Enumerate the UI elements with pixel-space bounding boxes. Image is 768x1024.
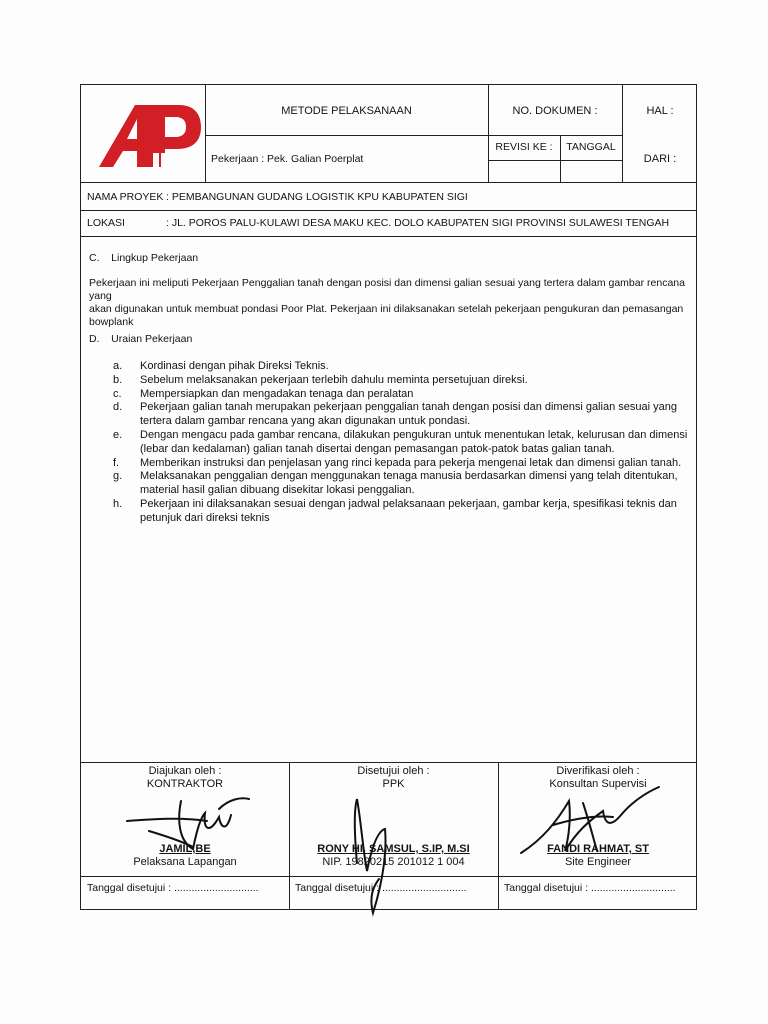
item-line: (lebar dan kedalaman) galian tanah disertai dengan pemasangan patok-patok batas galian tanah. — [140, 442, 615, 455]
ppk-name: RONY HI. SAMSUL, S.IP, M.SI — [317, 843, 470, 855]
section-c-heading: C. Lingkup Pekerjaan — [89, 252, 199, 264]
item-letter: h. — [113, 497, 123, 510]
item-line: petunjuk dari direksi teknis — [140, 511, 270, 524]
doc-number-label: NO. DOKUMEN : — [512, 105, 598, 117]
location-value: : JL. POROS PALU-KULAWI DESA MAKU KEC. DOLO KABUPATEN SIGI PROVINSI SULAWESI TENGAH — [166, 217, 670, 229]
company-logo — [95, 99, 201, 171]
approval-date-right: Tanggal disetujui : ............................. — [504, 882, 676, 894]
ppk-label: PPK — [382, 778, 405, 790]
supervisor-role: Site Engineer — [564, 856, 632, 868]
item-letter: c. — [113, 387, 122, 400]
task-list — [113, 360, 693, 526]
item-letter: f. — [113, 456, 120, 469]
ppk-nip: NIP. 19820215 201012 1 004 — [322, 856, 465, 868]
item-letter: a. — [113, 360, 123, 372]
paragraph-line: Pekerjaan ini meliputi Pekerjaan Penggalian tanah dengan posisi dan dimensi galian sesuai yang tertera dalam gambar rencana yang — [89, 277, 685, 302]
section-c-paragraph — [89, 277, 695, 329]
paragraph-line: bowplank — [89, 316, 134, 328]
item-line: Pekerjaan ini dilaksanakan sesuai dengan jadwal pelaksanaan pekerjaan, gambar kerja, spesifikasi teknis dan — [140, 497, 677, 510]
page-label: HAL : — [646, 105, 674, 117]
list-item — [113, 429, 693, 457]
item-line: Sebelum melaksanakan pekerjaan terlebih dahulu meminta persetujuan direksi. — [140, 373, 528, 386]
supervisor-label: Konsultan Supervisi — [549, 778, 647, 790]
item-line: material hasil galian dibuang disekitar lokasi penggalian. — [140, 484, 415, 497]
location-label: LOKASI — [87, 217, 125, 229]
list-item — [113, 374, 693, 388]
contractor-role: Pelaksana Lapangan — [133, 856, 237, 868]
of-label: DARI : — [643, 153, 677, 165]
contractor-name: JAMIL,BE — [159, 843, 211, 855]
approval-date-mid: Tanggal disetujui : ............................. — [295, 882, 467, 894]
list-item — [113, 388, 693, 402]
paragraph-line: akan digunakan untuk membuat pondasi Poor Plat. Pekerjaan ini dilaksanakan setelah pekerjaan pengukuran dan pemasangan — [89, 303, 684, 315]
project-name-value: : PEMBANGUNAN GUDANG LOGISTIK KPU KABUPATEN SIGI — [166, 191, 468, 203]
item-line: Mempersiapkan dan mengadakan tenaga dan peralatan — [140, 387, 414, 400]
work-description: Pekerjaan : Pek. Galian Poerplat — [211, 153, 364, 165]
item-line: Pekerjaan galian tanah merupakan pekerjaan penggalian tanah dengan posisi dan dimensi galian sesuai yang — [140, 401, 677, 414]
item-line: tertera dalam gambar rencana yang akan digunakan untuk pondasi. — [140, 415, 471, 428]
list-item — [113, 401, 693, 429]
item-letter: d. — [113, 401, 123, 414]
verified-by-label: Diverifikasi oleh : — [556, 765, 640, 777]
contractor-label: KONTRAKTOR — [146, 778, 224, 790]
item-letter: e. — [113, 428, 123, 441]
revision-label: REVISI KE : — [495, 141, 553, 153]
list-item — [113, 498, 693, 526]
approved-by-label: Disetujui oleh : — [357, 765, 430, 777]
project-name-label: NAMA PROYEK — [87, 191, 164, 203]
document-frame — [80, 84, 697, 910]
list-item — [113, 360, 693, 374]
item-letter: b. — [113, 373, 123, 386]
supervisor-name: FANDI RAHMAT, ST — [547, 843, 649, 855]
submitted-by-label: Diajukan oleh : — [148, 765, 222, 777]
item-line: Memberikan instruksi dan penjelasan yang rinci kepada para pekerja mengenai letak dan dimensi galian tanah. — [140, 456, 682, 469]
item-line: Dengan mengacu pada gambar rencana, dilakukan pengukuran untuk menentukan letak, kelurusan dan dimensi — [140, 428, 688, 441]
list-item — [113, 470, 693, 498]
item-letter: g. — [113, 470, 123, 483]
document-title: METODE PELAKSANAAN — [281, 105, 412, 117]
ap-logo-icon — [95, 99, 201, 171]
approval-date-left: Tanggal disetujui : ............................. — [87, 882, 259, 894]
item-line: Melaksanakan penggalian dengan menggunakan tenaga manusia berdasarkan dimensi yang telah ditentukan, — [140, 470, 678, 483]
item-line: Kordinasi dengan pihak Direksi Teknis. — [140, 360, 329, 372]
date-label: TANGGAL — [566, 141, 616, 153]
section-d-heading: D. Uraian Pekerjaan — [89, 333, 193, 345]
list-item — [113, 457, 693, 471]
